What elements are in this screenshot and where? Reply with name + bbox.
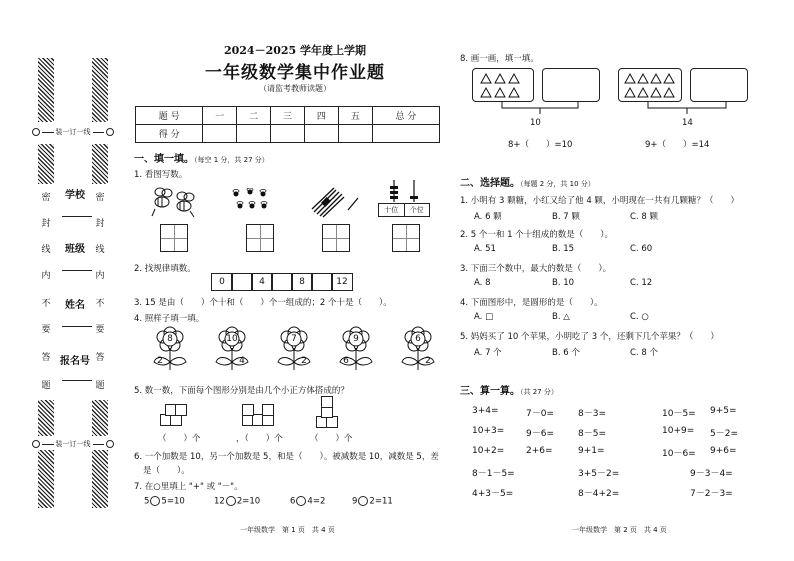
score-input-cell[interactable]	[338, 125, 372, 143]
number-flower	[274, 326, 314, 372]
margin-char: 线	[95, 245, 105, 255]
section2-heading: 二、选择题。（每题 2 分，共 10 分）	[460, 178, 595, 189]
choice-option[interactable]: A. 8	[474, 278, 491, 288]
small-bees-icon	[230, 188, 270, 214]
page-footer-left: 一年级数学 第 1 页 共 4 页	[240, 526, 335, 534]
number-flower	[336, 326, 376, 372]
margin-char: 题	[95, 381, 105, 391]
score-input-cell[interactable]	[372, 125, 439, 143]
calc-problem[interactable]: 9－6=	[526, 429, 554, 439]
operator-circle[interactable]	[358, 496, 368, 506]
hatch-pattern	[92, 400, 108, 436]
seal-line-top: 装一订一线	[32, 126, 114, 138]
hatch-pattern	[38, 450, 54, 508]
calc-problem[interactable]: 4+3－5=	[472, 489, 514, 499]
page-footer-right: 一年级数学 第 2 页 共 4 页	[572, 526, 667, 534]
triangles-icon	[619, 69, 681, 101]
cube-stack-figure	[316, 398, 346, 428]
q7-item: 6 4=2	[290, 496, 326, 507]
margin-char: 要	[95, 325, 105, 335]
class-field-label: 班级	[65, 244, 85, 255]
calc-problem[interactable]: 2+6=	[526, 446, 553, 456]
name-field-line[interactable]	[62, 326, 92, 327]
sequence-cell: 0	[211, 273, 233, 291]
score-table	[135, 106, 440, 143]
q7-item: 12 2=10	[214, 496, 261, 507]
question-2: 2. 找规律填数。	[134, 264, 196, 274]
drawing-box[interactable]	[690, 68, 748, 102]
margin-char: 答	[41, 353, 51, 363]
choice-option[interactable]: A. 6 颗	[474, 212, 502, 222]
score-input-cell[interactable]	[304, 125, 338, 143]
choice-option[interactable]: B. △	[552, 312, 570, 322]
margin-char: 线	[41, 245, 51, 255]
triangle-box	[472, 68, 534, 102]
section1-heading: 一、填一填。（每空 1 分，共 27 分）	[134, 154, 269, 165]
sequence-blank[interactable]	[231, 273, 253, 291]
choice-option[interactable]: C. 8 颗	[630, 212, 658, 222]
cube-stack-figure	[160, 400, 190, 426]
q8-left-total: 10	[530, 118, 541, 128]
flower-right: 2	[301, 356, 307, 366]
operator-circle[interactable]	[150, 496, 160, 506]
flower-top: 6	[415, 334, 421, 344]
flower-top: 10	[226, 334, 238, 344]
exam-number-line[interactable]	[62, 380, 92, 381]
calc-problem[interactable]: 10－5=	[662, 409, 696, 419]
q8-right-equation: 9+（ ）=14	[645, 140, 710, 150]
score-input-cell[interactable]	[271, 125, 305, 143]
q7-item: 9 2=11	[352, 496, 393, 507]
hatch-pattern	[92, 58, 108, 122]
place-value-board	[378, 203, 430, 217]
score-header-cell: 五	[338, 107, 372, 125]
sequence-blank[interactable]	[271, 273, 293, 291]
score-input-cell[interactable]	[237, 125, 271, 143]
left-brace	[500, 100, 580, 116]
score-input-cell[interactable]	[203, 125, 237, 143]
q8-right-total: 14	[682, 118, 693, 128]
triangles-icon	[473, 69, 533, 101]
question-1: 1. 看图写数。	[134, 170, 188, 180]
question-8: 8. 画一画，填一填。	[460, 54, 539, 64]
section3-heading: 三、算一算。（共 27 分）	[460, 386, 558, 397]
operator-circle[interactable]	[226, 496, 236, 506]
flower-left: 2	[157, 356, 163, 366]
cube-stack-figure	[242, 400, 278, 426]
calc-problem[interactable]: 3+5－2=	[578, 469, 620, 479]
sequence-cell: 12	[331, 273, 353, 291]
score-header-cell: 三	[271, 107, 305, 125]
number-flower	[212, 326, 252, 372]
proctor-note: （请监考教师读题）	[259, 84, 331, 93]
margin-char: 封	[95, 219, 105, 229]
choice-question: 4. 下面图形中，是圆形的是（ ）。	[460, 298, 603, 308]
choice-option[interactable]: B. 6 个	[552, 348, 580, 358]
choice-option[interactable]: B. 15	[552, 244, 575, 254]
choice-question: 1. 小明有 3 颗糖，小红又给了他 4 颗，小明现在一共有几颗糖？（ ）	[460, 196, 739, 206]
score-header-cell: 四	[304, 107, 338, 125]
question-6-cont: 是（ ）。	[143, 466, 190, 476]
answer-grid-box[interactable]	[160, 224, 188, 252]
hatch-pattern	[92, 144, 108, 184]
choice-option[interactable]: C. ○	[630, 312, 649, 322]
calc-problem[interactable]: 5－2=	[710, 429, 738, 439]
operator-circle[interactable]	[296, 496, 306, 506]
q7-item: 5 5=10	[144, 496, 185, 507]
calc-problem[interactable]: 8－5=	[578, 429, 606, 439]
choice-option[interactable]: C. 8 个	[630, 348, 658, 358]
margin-char: 不	[95, 299, 105, 309]
sequence-cell: 8	[291, 273, 313, 291]
score-row-label: 得 分	[136, 125, 203, 143]
page-title: 一年级数学集中作业题	[205, 63, 385, 83]
q5-blank[interactable]: ，（ ）个	[236, 434, 283, 444]
right-brace	[646, 100, 728, 116]
flower-right: 4	[239, 356, 245, 366]
sequence-cell: 4	[251, 273, 273, 291]
margin-char: 题	[41, 381, 51, 391]
hatch-pattern	[92, 450, 108, 508]
score-header-cell: 题 号	[136, 107, 203, 125]
number-flower	[398, 326, 438, 372]
margin-char: 密	[41, 193, 51, 203]
class-field-line[interactable]	[62, 270, 92, 271]
calc-problem[interactable]: 8－3=	[578, 409, 606, 419]
choice-question: 5. 妈妈买了 10 个苹果，小明吃了 3 个，还剩下几个苹果？（ ）	[460, 332, 719, 342]
margin-char: 内	[41, 271, 51, 281]
score-header-cell: 二	[237, 107, 271, 125]
choice-question: 3. 下面三个数中，最大的数是（ ）。	[460, 264, 612, 274]
answer-grid-box[interactable]	[392, 224, 420, 252]
margin-char: 内	[95, 271, 105, 281]
choice-question: 2. 5 个一和 1 个十组成的数是（ ）。	[460, 230, 613, 240]
flower-top: 9	[353, 334, 359, 344]
choice-option[interactable]: B. 10	[552, 278, 575, 288]
exam-number-label: 报名号	[60, 356, 90, 367]
hatch-pattern	[38, 400, 54, 436]
q5-blank[interactable]: （ ）个	[310, 434, 353, 444]
school-field-line[interactable]	[62, 216, 92, 217]
question-5: 5. 数一数，下面每个图形分别是由几个小正方体搭成的？	[134, 386, 349, 396]
calc-problem[interactable]: 8－4+2=	[578, 489, 620, 499]
triangle-box	[618, 68, 682, 102]
tens-place-label: 十位	[379, 204, 405, 216]
flower-top: 7	[291, 334, 297, 344]
choice-option[interactable]: A. 51	[474, 244, 496, 254]
calc-problem[interactable]: 10+3=	[472, 426, 505, 436]
calc-problem[interactable]: 10+2=	[472, 446, 505, 456]
calc-problem[interactable]: 7－0=	[526, 409, 554, 419]
drawing-box[interactable]	[542, 68, 600, 102]
calc-problem[interactable]: 9+5=	[710, 406, 737, 416]
calc-problem[interactable]: 9－3－4=	[690, 469, 733, 479]
choice-option[interactable]: C. 12	[630, 278, 653, 288]
calc-problem[interactable]: 10+9=	[662, 426, 695, 436]
flower-right: 2	[425, 356, 431, 366]
choice-option[interactable]: B. 7 颗	[552, 212, 580, 222]
question-3: 3. 15 是由（ ）个十和（ ）个一组成的；2 个十是（ ）。	[134, 298, 392, 308]
seal-line-bottom: 装一订一线	[32, 438, 114, 450]
ones-place-label: 个位	[409, 206, 424, 214]
q5-blank[interactable]: （ ）个	[158, 434, 201, 444]
hatch-pattern	[38, 144, 54, 184]
choice-option[interactable]: A. □	[474, 312, 494, 322]
sequence-blank[interactable]	[311, 273, 333, 291]
calc-problem[interactable]: 3+4=	[472, 406, 499, 416]
score-header-cell: 一	[203, 107, 237, 125]
margin-char: 答	[95, 353, 105, 363]
q8-left-equation: 8+（ ）=10	[508, 140, 573, 150]
bees-icon	[150, 184, 200, 220]
abacus-icon	[380, 180, 430, 202]
stick-bundle-icon	[310, 186, 360, 218]
answer-grid-box[interactable]	[246, 224, 274, 252]
school-year: 2024－2025 学年度上学期	[223, 44, 367, 57]
margin-char: 不	[41, 299, 51, 309]
name-field-label: 姓名	[65, 300, 85, 311]
choice-option[interactable]: A. 7 个	[474, 348, 502, 358]
answer-grid-box[interactable]	[322, 224, 350, 252]
calc-problem[interactable]: 10－6=	[662, 449, 696, 459]
margin-char: 封	[41, 219, 51, 229]
calc-problem[interactable]: 9+1=	[578, 446, 605, 456]
question-7: 7. 在○里填上 "+" 或 "－"。	[134, 482, 243, 492]
calc-problem[interactable]: 7－2－3=	[690, 489, 733, 499]
number-flower	[150, 326, 190, 372]
calc-problem[interactable]: 9+6=	[710, 446, 737, 456]
question-6: 6. 一个加数是 10，另一个加数是 5，和是（ ）。被减数是 10，减数是 5，差	[134, 452, 439, 462]
calc-problem[interactable]: 8－1－5=	[472, 469, 515, 479]
choice-option[interactable]: C. 60	[630, 244, 653, 254]
school-field-label: 学校	[65, 190, 85, 201]
score-header-cell: 总 分	[372, 107, 439, 125]
flower-top: 8	[167, 334, 173, 344]
margin-char: 密	[95, 193, 105, 203]
flower-left: 6	[343, 356, 349, 366]
margin-char: 要	[41, 325, 51, 335]
hatch-pattern	[38, 58, 54, 122]
question-4: 4. 照样子填一填。	[134, 314, 205, 324]
